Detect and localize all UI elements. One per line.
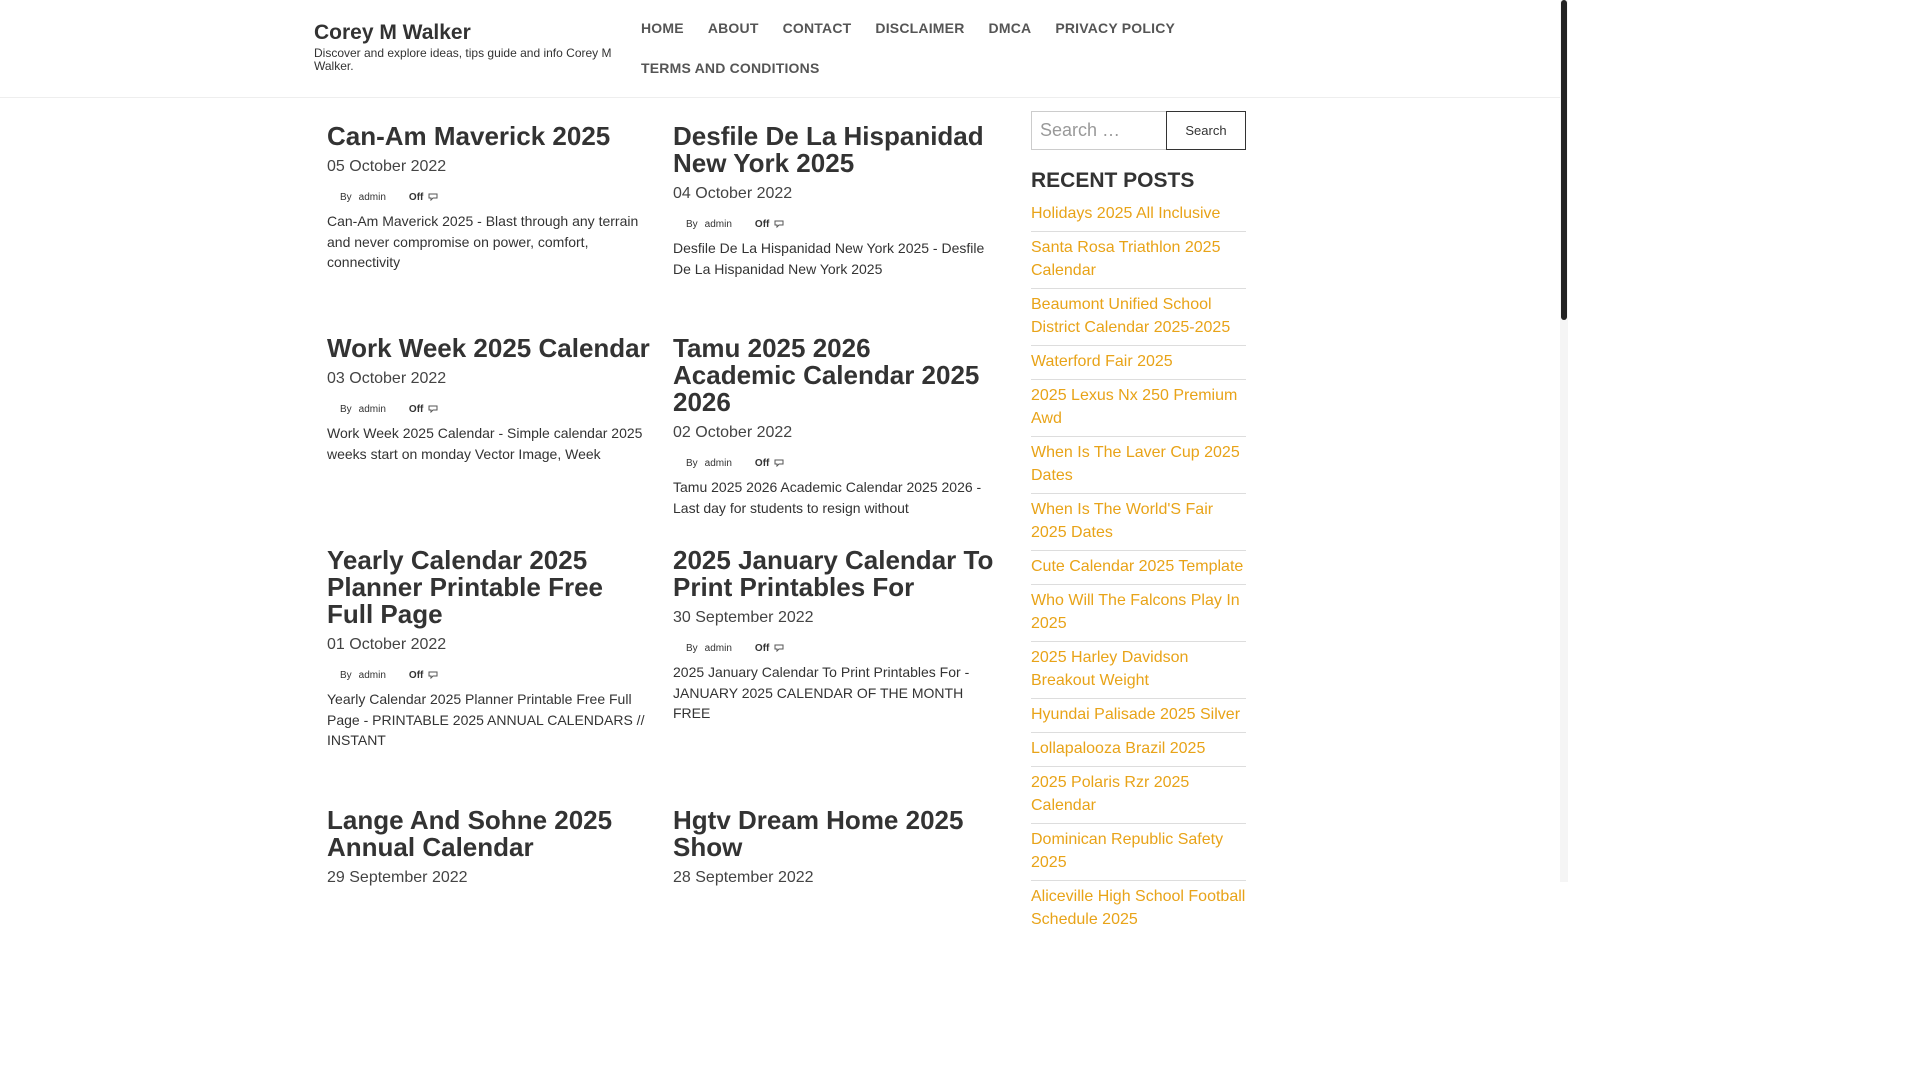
post-title[interactable]: Desfile De La Hispanidad New York 2025 <box>673 121 984 178</box>
post-date: 03 October 2022 <box>327 370 447 387</box>
post-card <box>327 547 652 751</box>
comments-status: Off <box>754 457 770 469</box>
post-author[interactable]: admin <box>704 218 732 230</box>
nav-contact[interactable]: CONTACT <box>782 20 852 36</box>
nav-home[interactable]: HOME <box>641 20 684 36</box>
nav-about[interactable]: ABOUT <box>707 20 759 36</box>
recent-posts-heading: RECENT POSTS <box>1031 169 1195 192</box>
post-author[interactable]: admin <box>704 457 732 469</box>
list-item <box>1031 824 1246 881</box>
post-meta <box>673 218 998 230</box>
post-meta <box>327 191 652 203</box>
author-label: By <box>686 457 698 469</box>
nav-disclaimer[interactable]: DISCLAIMER <box>875 20 965 36</box>
post-date: 30 September 2022 <box>673 609 814 626</box>
recent-post-link[interactable]: Who Will The Falcons Play In 2025 <box>1031 592 1240 632</box>
author-label: By <box>340 191 352 203</box>
post-date: 04 October 2022 <box>673 185 793 202</box>
comment-icon <box>774 644 784 652</box>
list-item <box>1031 289 1246 346</box>
comments-status: Off <box>754 218 770 230</box>
post-excerpt: Can-Am Maverick 2025 - Blast through any terrain and never compromise on power, comfort, connectivity <box>327 213 639 270</box>
list-item <box>1031 437 1246 494</box>
recent-post-link[interactable]: When Is The Laver Cup 2025 Dates <box>1031 444 1240 484</box>
search-form <box>1031 111 1246 150</box>
list-item <box>1031 551 1246 585</box>
post-card <box>327 807 652 887</box>
post-card <box>673 547 998 724</box>
recent-post-link[interactable]: Cute Calendar 2025 Template <box>1031 558 1244 575</box>
list-item <box>1031 699 1246 733</box>
nav-privacy-policy[interactable]: PRIVACY POLICY <box>1055 20 1176 36</box>
post-author[interactable]: admin <box>358 191 386 203</box>
comments-status: Off <box>754 642 770 654</box>
recent-post-link[interactable]: When Is The World'S Fair 2025 Dates <box>1031 501 1214 541</box>
search-button[interactable]: Search <box>1166 111 1246 150</box>
list-item <box>1031 198 1246 232</box>
post-meta <box>673 457 998 469</box>
post-excerpt: Work Week 2025 Calendar - Simple calendar 2025 weeks start on monday Vector Image, Week <box>327 425 643 462</box>
post-author[interactable]: admin <box>704 642 732 654</box>
post-date: 01 October 2022 <box>327 636 447 653</box>
search-input[interactable] <box>1031 111 1166 150</box>
comments-status: Off <box>408 191 424 203</box>
site-header <box>0 0 1560 98</box>
post-title[interactable]: Can-Am Maverick 2025 <box>327 121 611 151</box>
nav-dmca[interactable]: DMCA <box>988 20 1032 36</box>
sidebar <box>1031 111 1246 937</box>
author-label: By <box>686 218 698 230</box>
list-item <box>1031 232 1246 289</box>
post-date: 05 October 2022 <box>327 158 447 175</box>
site-description: Discover and explore ideas, tips guide and info Corey M Walker. <box>314 46 612 73</box>
comment-icon <box>428 671 438 679</box>
post-date: 02 October 2022 <box>673 424 793 441</box>
comment-icon <box>428 405 438 413</box>
author-label: By <box>340 669 352 681</box>
recent-post-link[interactable]: Hyundai Palisade 2025 Silver <box>1031 706 1241 723</box>
nav-terms-and-conditions[interactable]: TERMS AND CONDITIONS <box>641 60 820 76</box>
post-meta <box>673 642 998 654</box>
main-navigation <box>629 8 1189 88</box>
recent-post-link[interactable]: Lollapalooza Brazil 2025 <box>1031 740 1206 757</box>
recent-post-link[interactable]: 2025 Polaris Rzr 2025 Calendar <box>1031 774 1190 814</box>
post-excerpt: Yearly Calendar 2025 Planner Printable Free Full Page - PRINTABLE 2025 ANNUAL CALENDARS // INSTANT <box>327 691 645 748</box>
recent-post-link[interactable]: Dominican Republic Safety 2025 <box>1031 831 1224 871</box>
recent-post-link[interactable]: Waterford Fair 2025 <box>1031 353 1173 370</box>
site-branding <box>314 20 614 73</box>
post-author[interactable]: admin <box>358 403 386 415</box>
post-date: 29 September 2022 <box>327 869 468 886</box>
recent-post-link[interactable]: Santa Rosa Triathlon 2025 Calendar <box>1031 239 1221 279</box>
list-item <box>1031 494 1246 551</box>
author-label: By <box>340 403 352 415</box>
post-card <box>673 807 998 887</box>
recent-post-link[interactable]: 2025 Lexus Nx 250 Premium Awd <box>1031 387 1238 427</box>
post-title[interactable]: Lange And Sohne 2025 Annual Calendar <box>327 805 613 862</box>
comments-status: Off <box>408 403 424 415</box>
list-item <box>1031 346 1246 380</box>
list-item <box>1031 585 1246 642</box>
recent-post-link[interactable]: Aliceville High School Football Schedule 2025 <box>1031 888 1246 928</box>
post-excerpt: 2025 January Calendar To Print Printables For - JANUARY 2025 CALENDAR OF THE MONTH FREE <box>673 664 970 721</box>
post-meta <box>327 669 652 681</box>
post-excerpt: Desfile De La Hispanidad New York 2025 - Desfile De La Hispanidad New York 2025 <box>673 240 985 277</box>
post-title[interactable]: 2025 January Calendar To Print Printables For <box>673 545 994 602</box>
list-item <box>1031 733 1246 767</box>
post-title[interactable]: Work Week 2025 Calendar <box>327 333 650 363</box>
list-item <box>1031 767 1246 824</box>
list-item <box>1031 881 1246 937</box>
post-excerpt: Tamu 2025 2026 Academic Calendar 2025 2026 - Last day for students to resign without <box>673 479 982 516</box>
recent-post-link[interactable]: Beaumont Unified School District Calendar 2025-2025 <box>1031 296 1231 336</box>
post-card <box>327 335 652 464</box>
list-item <box>1031 642 1246 699</box>
author-label: By <box>686 642 698 654</box>
site-title[interactable]: Corey M Walker <box>314 21 471 44</box>
recent-post-link[interactable]: 2025 Harley Davidson Breakout Weight <box>1031 649 1189 689</box>
list-item <box>1031 380 1246 437</box>
recent-posts-list <box>1031 198 1246 937</box>
post-title[interactable]: Yearly Calendar 2025 Planner Printable Free Full Page <box>327 545 603 629</box>
comment-icon <box>428 193 438 201</box>
post-title[interactable]: Hgtv Dream Home 2025 Show <box>673 805 964 862</box>
post-title[interactable]: Tamu 2025 2026 Academic Calendar 2025 2026 <box>673 333 980 417</box>
scrollbar-thumb[interactable] <box>1561 0 1567 320</box>
comment-icon <box>774 459 784 467</box>
post-date: 28 September 2022 <box>673 869 814 886</box>
post-meta <box>327 403 652 415</box>
comment-icon <box>774 220 784 228</box>
recent-post-link[interactable]: Holidays 2025 All Inclusive <box>1031 205 1221 222</box>
post-card <box>673 335 998 518</box>
comments-status: Off <box>408 669 424 681</box>
post-card <box>673 123 998 279</box>
post-card <box>327 123 652 273</box>
post-author[interactable]: admin <box>358 669 386 681</box>
page-scrollbar[interactable] <box>1560 0 1568 882</box>
